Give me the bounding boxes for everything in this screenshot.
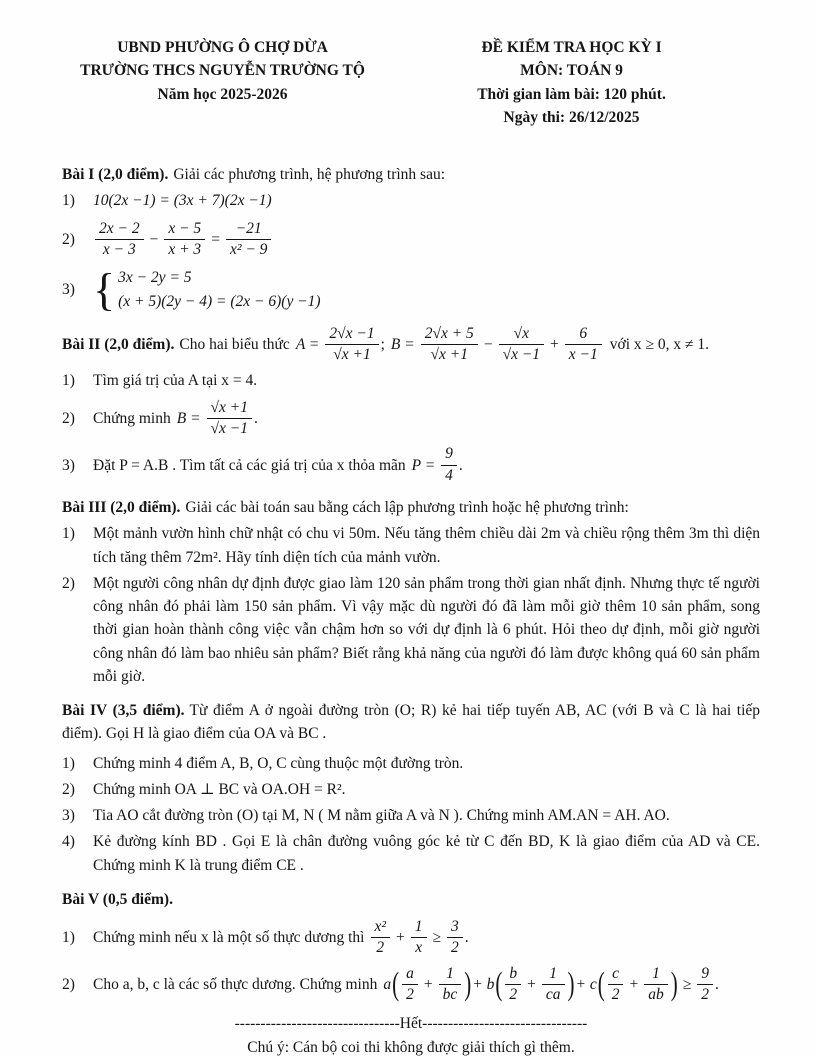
question-II-3 [62, 445, 760, 485]
section-4-title: Bài IV (3,5 điểm). [62, 702, 185, 720]
fraction: $\frac{√x +1}{√x -1}$ [207, 399, 252, 439]
exam-date: Ngày thi: 26/12/2025 [503, 108, 640, 126]
system-equations [118, 266, 320, 314]
question-number: 2) [62, 230, 75, 248]
question-text: Tia AO cắt đường tròn (O) tại M, N ( M nằm giữa A và N ). Chứng minh AM.AN = AH. AO. [93, 807, 670, 825]
system-line-1: 3x − 2y = 5 [118, 269, 192, 287]
period: . [464, 929, 469, 947]
plus-operator: + [423, 975, 433, 993]
proctor-note: Chú ý: Cán bộ coi thi không được giải thích gì thêm. [247, 1039, 575, 1056]
fraction: $\frac{c}{2}$ [608, 965, 624, 1005]
plus-operator: + [396, 929, 405, 947]
question-V-1 [62, 918, 760, 958]
fraction: $\frac{1}{ab}$ [644, 965, 668, 1005]
left-paren: ( [392, 965, 400, 1003]
question-IV-1 [62, 752, 760, 775]
minus-operator: − [483, 336, 493, 354]
question-V-2 [62, 965, 760, 1005]
equals-sign: = [211, 230, 220, 248]
exam-subject: MÔN: TOÁN 9 [520, 62, 623, 80]
section-5-header [62, 888, 760, 911]
question-number: 3) [62, 456, 75, 474]
fraction: $\frac{9}{2}$ [697, 965, 713, 1005]
fraction-B2: $\frac{√x}{√x -1}$ [499, 325, 544, 365]
period: . [714, 975, 719, 993]
fraction: $\frac{b}{2}$ [505, 965, 521, 1005]
question-text [93, 399, 258, 439]
right-paren: ) [464, 965, 472, 1003]
org-name: UBND PHƯỜNG Ô CHỢ DỪA [117, 39, 328, 56]
question-IV-3 [62, 804, 760, 827]
coefficient-c: + c [575, 975, 597, 993]
period: . [254, 410, 258, 428]
question-number: 3) [62, 807, 75, 825]
question-prefix: Chứng minh [93, 410, 171, 428]
footer [62, 1012, 760, 1056]
left-paren: ( [597, 965, 605, 1003]
question-number: 1) [62, 371, 75, 389]
plus-operator: + [550, 336, 559, 354]
section-3-header [62, 496, 760, 519]
fraction: $\frac{1}{x}$ [411, 918, 427, 958]
plus-operator: + [527, 975, 536, 993]
equation-lhs: B = [176, 410, 201, 428]
question-IV-4 [62, 830, 760, 877]
fraction: $\frac{1}{bc}$ [439, 965, 462, 1005]
question-I-3 [62, 266, 760, 314]
period: . [458, 456, 463, 474]
plus-operator: + [629, 975, 639, 993]
question-number: 3) [62, 281, 75, 299]
equation-I-2 [93, 220, 273, 260]
section-1-intro: Giải các phương trình, hệ phương trình sau: [173, 166, 446, 183]
fraction: $\frac{-21}{\text{x² − 9}}$ [226, 220, 272, 260]
school-name: TRƯỜNG THCS NGUYỄN TRƯỜNG TỘ [80, 62, 365, 80]
question-text: Một người công nhân dự định được giao làm 120 sản phẩm trong thời gian nhất định. Nhưng thực tế người công nhân đó phải làm 150 sản phẩm. Vì vậy mặc dù người đó đã làm mỗi giờ thêm 10 sản phẩm, song thời gian hoàn thành công việc vẫn chậm hơn so với dự định là 6 phút. Hỏi theo dự định, mỗi giờ người công nhân đó làm bao nhiêu sản phẩm? Biết rằng khả năng của người đó làm được không quá 60 sản phẩm mỗi giờ. [93, 574, 760, 685]
question-number: 2) [62, 410, 75, 428]
question-number: 2) [62, 574, 75, 592]
minus-operator: − [149, 230, 159, 248]
greater-equal-sign: ≥ [682, 975, 692, 993]
question-I-2 [62, 220, 760, 260]
section-5 [62, 888, 760, 1004]
question-II-2 [62, 399, 760, 439]
equation-system [93, 266, 321, 314]
section-2-intro: Cho hai biểu thức [179, 336, 290, 354]
question-prefix: Chứng minh nếu x là một số thực dương thì [93, 929, 365, 947]
question-number: 2) [62, 780, 75, 798]
section-4-header [62, 699, 760, 746]
fraction: $\frac{a}{2}$ [402, 965, 418, 1005]
exam-title: ĐỀ KIỂM TRA HỌC KỲ I [481, 39, 662, 56]
section-4 [62, 699, 760, 877]
fraction: $\frac{2x - 2}{x - 3}$ [95, 220, 144, 260]
question-text: Tìm giá trị của A tại x = 4. [93, 371, 258, 389]
question-number: 1) [62, 754, 75, 772]
fraction: $\frac{\text{x²}}{2}$ [371, 918, 391, 958]
section-1-title: Bài I (2,0 điểm). [62, 166, 169, 183]
header-left [62, 36, 383, 129]
question-text: Một mảnh vườn hình chữ nhật có chu vi 50m. Nếu tăng thêm chiều dài 2m và chiều rộng thêm 3m thì diện tích tăng thêm 72m². Hãy tính diện tích của mảnh vườn. [93, 525, 760, 566]
question-I-1 [62, 189, 760, 212]
question-text: Chứng minh OA ⊥ BC và OA.OH = R². [93, 780, 346, 798]
expression-A-lhs: A = [295, 336, 320, 354]
question-text [93, 445, 463, 485]
section-5-title: Bài V (0,5 điểm). [62, 890, 173, 908]
left-paren: ( [495, 965, 503, 1003]
question-II-1 [62, 369, 760, 392]
question-number: 1) [62, 929, 75, 947]
system-line-2: (x + 5)(2y − 4) = (2x − 6)(y −1) [118, 293, 321, 311]
fraction: $\frac{9}{4}$ [441, 445, 457, 485]
equation-lhs: P = [411, 456, 436, 474]
question-text: Kẻ đường kính BD . Gọi E là chân đường vuông góc kẻ từ C đến BD, K là giao điểm của AD và CE. Chứng minh K là trung điểm CE . [93, 833, 760, 874]
section-1 [62, 163, 760, 314]
fraction: $\frac{3}{2}$ [447, 918, 463, 958]
question-text [93, 965, 719, 1005]
right-paren: ) [670, 965, 678, 1003]
question-number: 2) [62, 975, 75, 993]
question-III-1 [62, 522, 760, 569]
section-2 [62, 325, 760, 485]
section-3-title: Bài III (2,0 điểm). [62, 499, 181, 517]
question-text: Chứng minh 4 điểm A, B, O, C cùng thuộc một đường tròn. [93, 754, 464, 772]
question-number: 1) [62, 192, 75, 210]
system-brace: { [93, 264, 116, 316]
header [62, 36, 760, 129]
section-2-title: Bài II (2,0 điểm). [62, 336, 175, 354]
question-text [93, 918, 469, 958]
school-year: Năm học 2025-2026 [157, 85, 288, 103]
coefficient-b: + b [472, 975, 495, 993]
fraction-B1: $\frac{2√x + 5}{√x +1}$ [421, 325, 478, 365]
greater-equal-sign: ≥ [432, 929, 442, 947]
end-divider: --------------------------------Hết-------------------------------- [234, 1015, 588, 1033]
fraction: $\frac{x - 5}{x + 3}$ [164, 220, 205, 260]
section-1-header [62, 163, 760, 186]
domain-condition: với x ≥ 0, x ≠ 1. [609, 336, 710, 354]
exam-duration: Thời gian làm bài: 120 phút. [477, 85, 666, 103]
question-number: 1) [62, 525, 75, 543]
section-4-intro: Từ điểm A ở ngoài đường tròn (O; R) kẻ hai tiếp tuyến AB, AC (với B và C là hai tiếp điểm). Gọi H là giao điểm của OA và BC . [62, 702, 761, 743]
coefficient-a: a [383, 975, 392, 993]
fraction: $\frac{1}{ca}$ [542, 965, 565, 1005]
equation-I-1: 10(2x −1) = (3x + 7)(2x −1) [93, 192, 272, 210]
fraction-A: $\frac{2√x -1}{√x +1}$ [325, 325, 378, 365]
section-3 [62, 496, 760, 688]
right-paren: ) [567, 965, 575, 1003]
fraction-B3: $\frac{6}{x -1}$ [565, 325, 602, 365]
semicolon: ; [380, 336, 385, 354]
section-2-header [62, 325, 760, 365]
question-prefix: Đặt P = A.B . Tìm tất cả các giá trị của x thỏa mãn [93, 456, 406, 474]
question-IV-2 [62, 778, 760, 801]
question-number: 4) [62, 833, 75, 851]
header-right [383, 36, 760, 129]
question-III-2 [62, 572, 760, 688]
question-prefix: Cho a, b, c là các số thực dương. Chứng minh [93, 975, 378, 993]
section-3-intro: Giải các bài toán sau bằng cách lập phương trình hoặc hệ phương trình: [185, 499, 629, 517]
expression-B-lhs: B = [390, 336, 415, 354]
